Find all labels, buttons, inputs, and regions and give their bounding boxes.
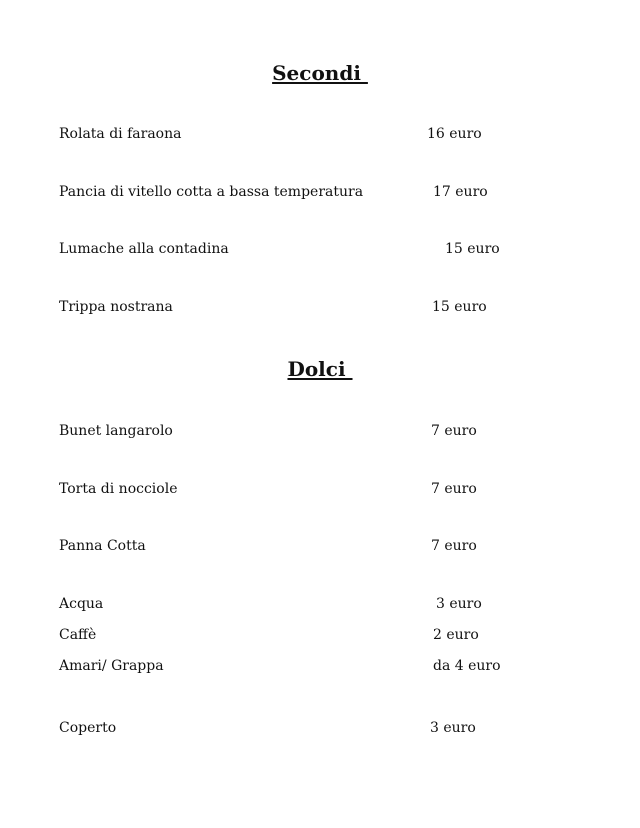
menu-item-name: Panna Cotta: [59, 538, 146, 554]
menu-item-row: [0, 596, 640, 616]
menu-item-price: 15 euro: [445, 241, 500, 257]
menu-item-row: [0, 481, 640, 501]
menu-item-name: Bunet langarolo: [59, 423, 173, 439]
section-title-dolci: Dolci: [287, 357, 353, 381]
menu-item-row: [0, 538, 640, 558]
menu-item-price: 2 euro: [433, 627, 479, 643]
menu-item-row: [0, 627, 640, 647]
menu-item-price: 3 euro: [436, 596, 482, 612]
menu-item-name: Rolata di faraona: [59, 126, 182, 142]
menu-item-row: [0, 126, 640, 146]
menu-item-name: Pancia di vitello cotta a bassa temperatura: [59, 184, 364, 200]
menu-item-row: [0, 299, 640, 319]
menu-item-price: 15 euro: [432, 299, 487, 315]
menu-item-row: [0, 241, 640, 261]
menu-item-name: Caffè: [59, 627, 97, 643]
menu-item-name: Amari/ Grappa: [59, 658, 164, 674]
menu-item-price: 16 euro: [427, 126, 482, 142]
menu-item-row: [0, 720, 640, 740]
menu-item-row: [0, 423, 640, 443]
menu-item-name: Coperto: [59, 720, 117, 736]
menu-item-price: 7 euro: [431, 423, 477, 439]
section-title-secondi: Secondi: [272, 61, 368, 85]
menu-item-name: Torta di nocciole: [59, 481, 178, 497]
menu-item-price: 3 euro: [430, 720, 476, 736]
menu-item-price: da 4 euro: [433, 658, 501, 674]
menu-item-row: [0, 658, 640, 678]
menu-item-price: 7 euro: [431, 538, 477, 554]
menu-item-price: 17 euro: [433, 184, 488, 200]
menu-item-name: Lumache alla contadina: [59, 241, 229, 257]
menu-item-row: [0, 184, 640, 204]
menu-item-price: 7 euro: [431, 481, 477, 497]
menu-item-name: Acqua: [59, 596, 104, 612]
menu-item-name: Trippa nostrana: [59, 299, 173, 315]
